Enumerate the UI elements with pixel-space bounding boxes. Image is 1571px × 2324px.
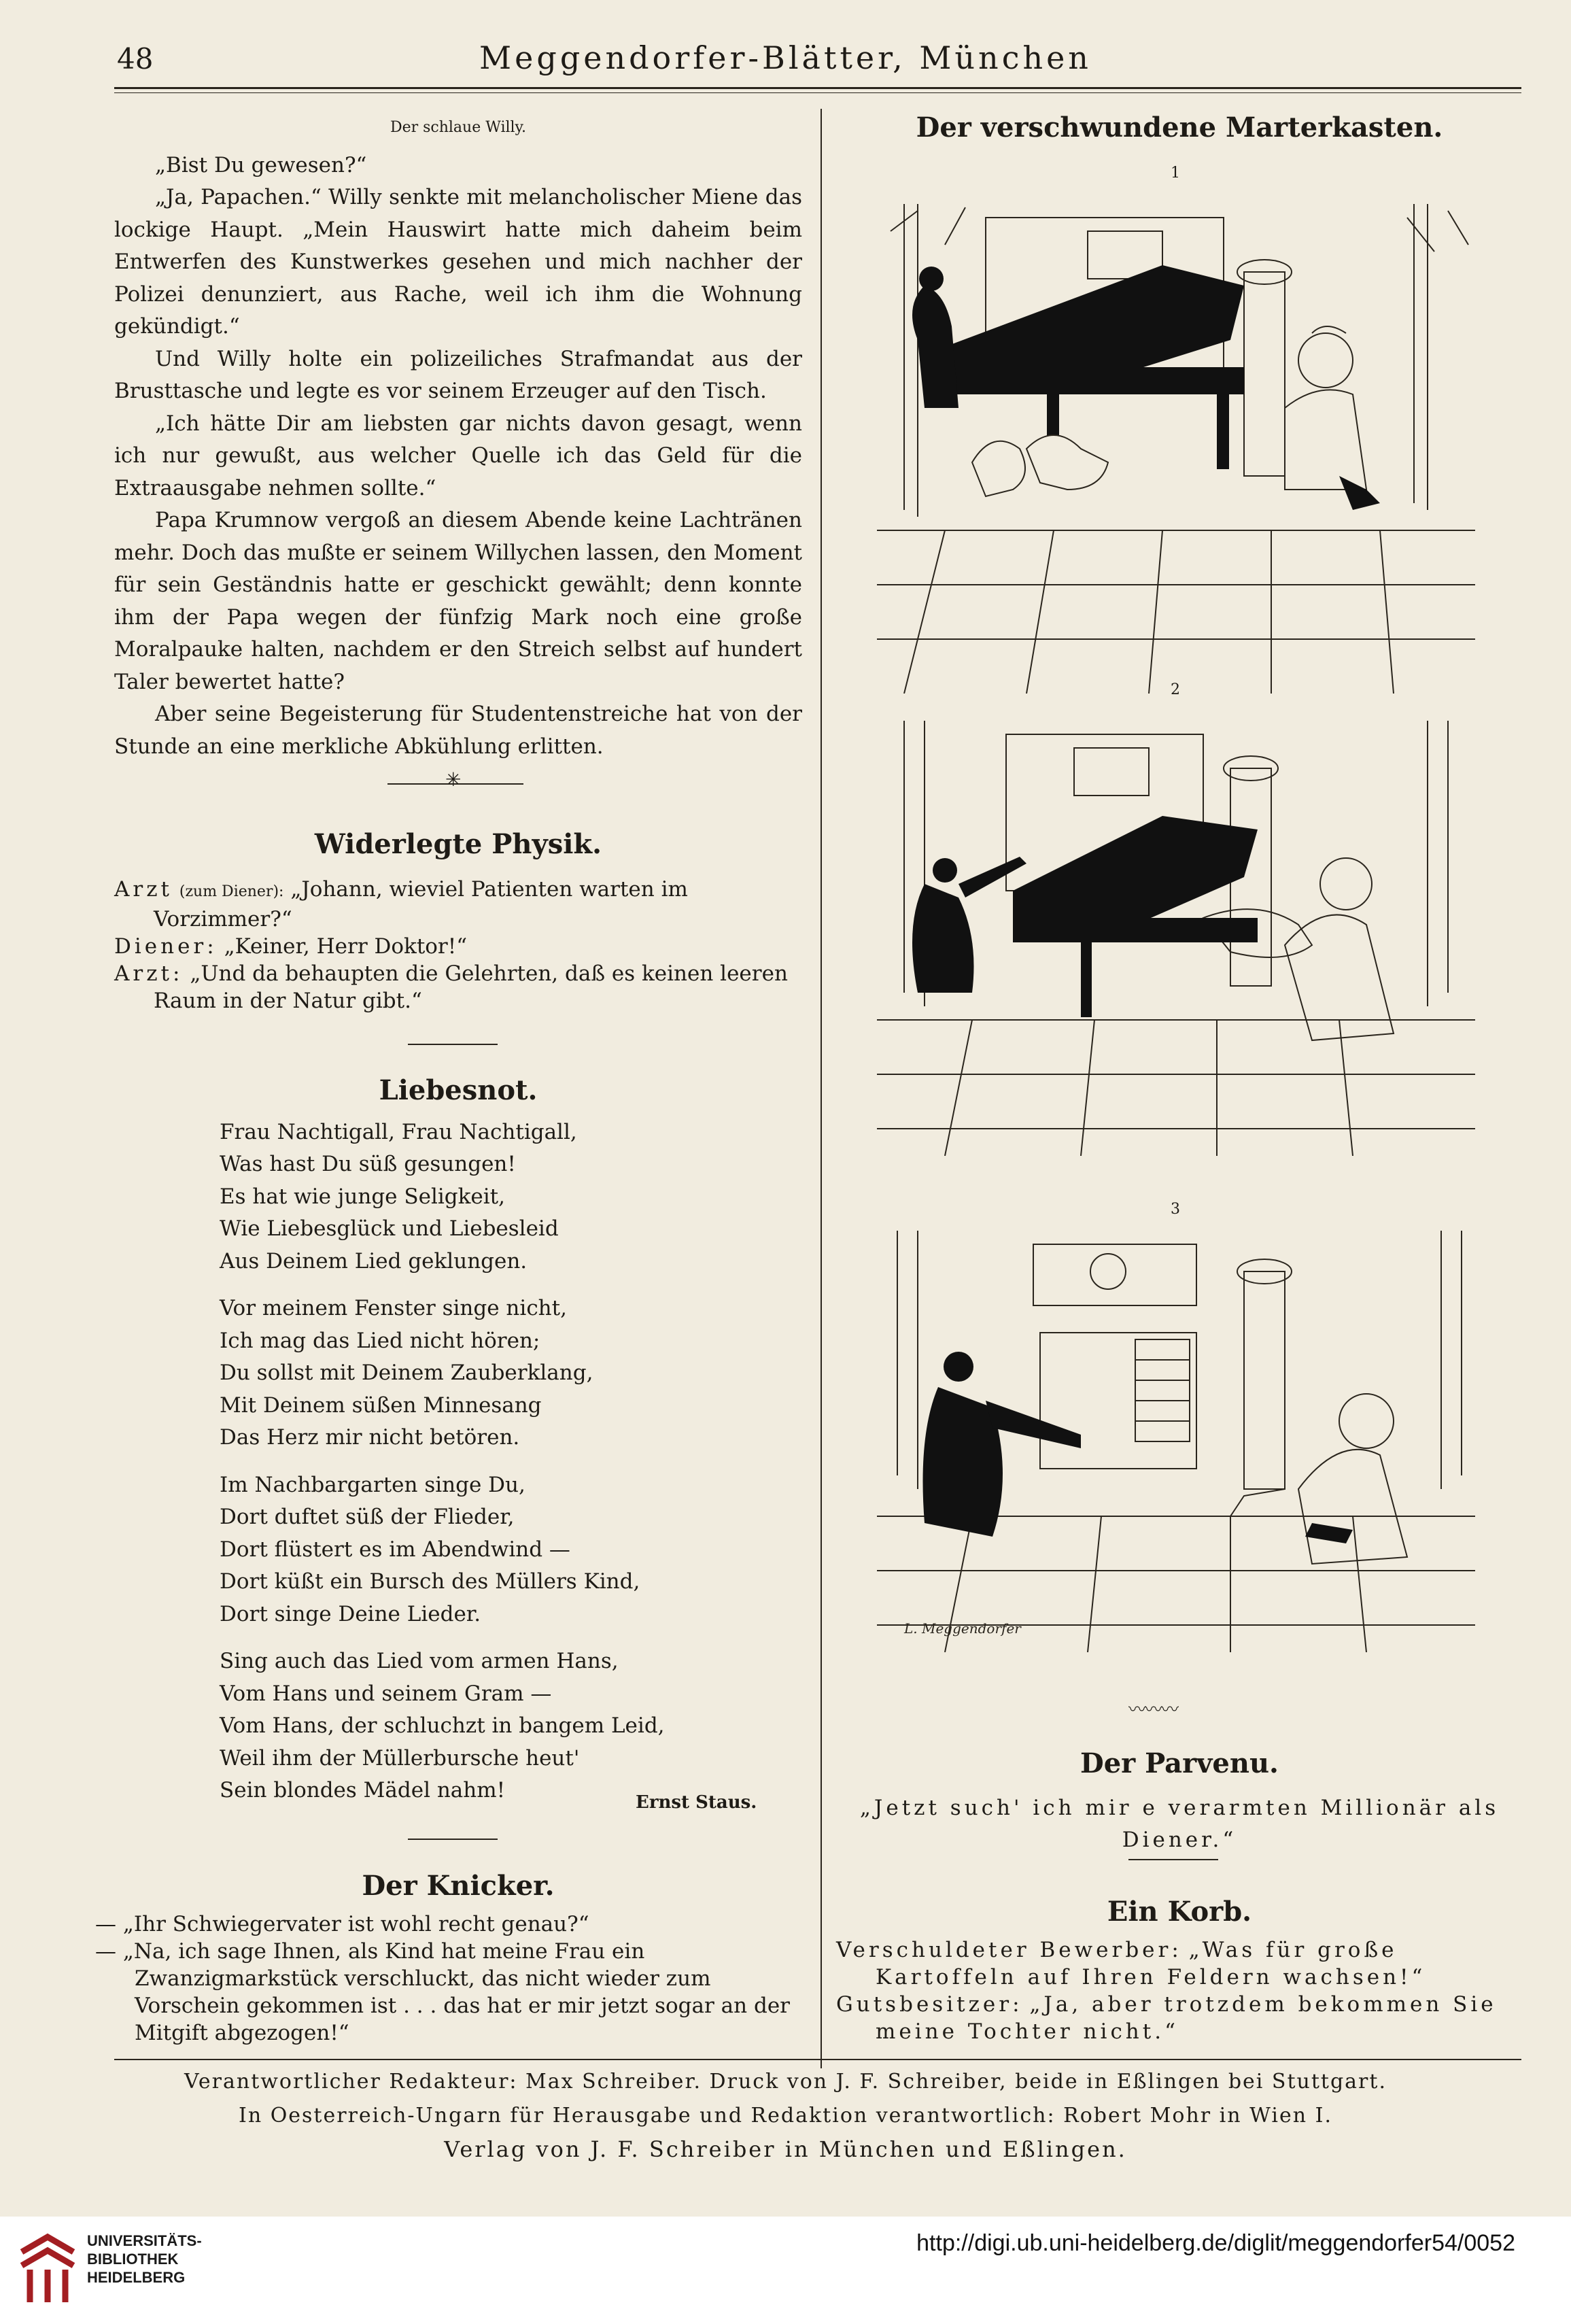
poem-line: Es hat wie junge Seligkeit,	[220, 1184, 505, 1209]
knicker-section	[95, 1870, 802, 2047]
story-text	[114, 150, 802, 764]
page-number: 48	[117, 42, 154, 75]
poem-line: Frau Nachtigall, Frau Nachtigall,	[220, 1119, 577, 1144]
section-rule-3	[1128, 1859, 1218, 1860]
korb-title: Ein Korb.	[1107, 1896, 1252, 1928]
header-rule-thin	[114, 92, 1521, 93]
poem-stanza	[220, 1293, 802, 1454]
dialogue-row	[836, 1936, 1523, 1991]
library-logo-text	[87, 2232, 202, 2287]
poem-line: Wie Liebesglück und Liebesleid	[220, 1216, 559, 1241]
dialogue-row	[114, 876, 802, 933]
physik-title: Widerlegte Physik.	[314, 828, 602, 860]
story-paragraph: „Bist Du gewesen?“	[155, 152, 367, 177]
story-paragraph: Und Willy holte ein polizeiliches Strafmandat aus der Brusttasche und legte es vor seinem Erzeuger auf den Tisch.	[114, 346, 802, 403]
physik-dialogue	[114, 876, 802, 1014]
column-divider	[821, 109, 822, 2068]
panel-number-2: 2	[1171, 681, 1180, 698]
poem-line: Du sollst mit Deinem Zauberklang,	[220, 1361, 593, 1385]
speaker: Diener:	[114, 934, 218, 959]
korb-section	[836, 1896, 1523, 2045]
ornament-star: ✳	[445, 768, 462, 791]
story-paragraph: „Ich hätte Dir am liebsten gar nichts davon gesagt, wenn ich nur gewußt, aus welcher Quelle ich das Geld für die Extraausgabe nehmen sollte.“	[114, 411, 802, 500]
korb-dialogue	[836, 1936, 1523, 2045]
section-rule-2	[408, 1839, 498, 1840]
footer-line-3: Verlag von J. F. Schreiber in München und Eßlingen.	[444, 2136, 1127, 2162]
speaker: Verschuldeter Bewerber:	[836, 1937, 1182, 1962]
story-paragraph: Papa Krumnow vergoß an diesem Abende keine Lachtränen mehr. Doch das mußte er seinem Willychen lassen, den Moment für sein Geständnis hatte er geschickt gewählt; denn konnte ihm der Papa wegen der fünfzig Mark noch eine große Moralpauke halten, nachdem er den Streich selbst auf hundert Taler bewertet hatte?	[114, 508, 802, 694]
left-column	[114, 112, 802, 763]
running-title: Meggendorfer-Blätter, München	[479, 39, 1092, 76]
poem-line: Dort singe Deine Lieder.	[220, 1601, 481, 1626]
wave-ornament: 〰〰〰	[1128, 1700, 1178, 1720]
parvenu-section	[836, 1747, 1523, 1857]
speaker: Arzt	[114, 876, 173, 902]
knicker-title: Der Knicker.	[362, 1870, 555, 1902]
poem-stanza	[220, 1645, 802, 1807]
knicker-dialogue	[95, 1911, 802, 2047]
parvenu-text: „Jetzt such' ich mir e verarmten Millionär als Diener.“	[859, 1795, 1500, 1852]
marter-section	[836, 112, 1523, 144]
poem-line: Vom Hans und seinem Gram —	[220, 1681, 552, 1706]
story-paragraph: „Ja, Papachen.“ Willy senkte mit melancholischer Miene das lockige Haupt. „Mein Hauswirt hatte mich daheim beim Entwerfen des Kunstwerkes gesehen und mich nachher der Polizei denunziert, aus Rache, weil ich ihm die Wohnung gekündigt.“	[114, 185, 802, 339]
dialogue-row	[114, 960, 802, 1014]
library-logo-line-1: UNIVERSITÄTS-	[87, 2232, 202, 2249]
poem-line: Was hast Du süß gesungen!	[220, 1152, 516, 1176]
parvenu-title: Der Parvenu.	[1080, 1747, 1279, 1779]
stage-note: (zum Diener):	[179, 883, 284, 900]
panel-number-1: 1	[1171, 165, 1180, 182]
physik-section	[114, 828, 802, 1014]
illustration-panel-2	[877, 721, 1475, 1156]
library-logo-icon	[16, 2232, 79, 2308]
speaker: Gutsbesitzer:	[836, 1992, 1023, 2017]
dialogue-text: „Was für große Kartoffeln auf Ihren Feldern wachsen!“	[876, 1937, 1426, 1989]
poem-line: Sein blondes Mädel nahm!	[220, 1778, 506, 1802]
artist-signature: L. Meggendorfer	[904, 1620, 1021, 1637]
source-url[interactable]: http://digi.ub.uni-heidelberg.de/diglit/meggendorfer54/0052	[916, 2230, 1515, 2256]
dialogue-text: „Und da behaupten die Gelehrten, daß es keinen leeren Raum in der Natur gibt.“	[154, 961, 788, 1013]
poem-body	[220, 1116, 802, 1807]
dialogue-row: — „Ihr Schwiegervater ist wohl recht genau?“	[95, 1911, 589, 1936]
speaker: Arzt:	[114, 961, 184, 986]
poem-title: Liebesnot.	[379, 1074, 538, 1106]
poem-stanza	[220, 1116, 802, 1278]
library-logo-line-3: HEIDELBERG	[87, 2269, 186, 2286]
dialogue-text: „Keiner, Herr Doktor!“	[224, 934, 468, 959]
poem-line: Weil ihm der Müllerbursche heut'	[220, 1745, 580, 1771]
story-label: Der schlaue Willy.	[390, 119, 527, 136]
section-rule	[408, 1044, 498, 1045]
footer-line-1: Verantwortlicher Redakteur: Max Schreiber. Druck von J. F. Schreiber, beide in Eßlingen bei Stuttgart.	[184, 2070, 1387, 2094]
poem-line: Vom Hans, der schluchzt in bangem Leid,	[220, 1713, 665, 1738]
footer-line-2: In Oesterreich-Ungarn für Herausgabe und Redaktion verantwortlich: Robert Mohr in Wien I.	[238, 2104, 1333, 2128]
poem-stanza	[220, 1469, 802, 1631]
story-paragraph: Aber seine Begeisterung für Studentenstreiche hat von der Stunde an eine merkliche Abkühlung erlitten.	[114, 702, 802, 759]
header-rule	[114, 87, 1521, 89]
footer-rule	[114, 2059, 1521, 2060]
poem-line: Das Herz mir nicht betören.	[220, 1425, 520, 1450]
illustration-panel-3	[877, 1231, 1475, 1652]
poem-line: Ich mag das Lied nicht hören;	[220, 1328, 540, 1353]
dialogue-row	[114, 933, 802, 960]
marter-title: Der verschwundene Marterkasten.	[916, 112, 1443, 143]
poem-line: Dort duftet süß der Flieder,	[220, 1505, 515, 1529]
poem-author: Ernst Staus.	[636, 1792, 757, 1813]
poem-line: Sing auch das Lied vom armen Hans,	[220, 1649, 619, 1673]
dialogue-text: „Ja, aber trotzdem bekommen Sie meine Tochter nicht.“	[876, 1992, 1497, 2044]
poem-line: Vor meinem Fenster singe nicht,	[220, 1296, 567, 1320]
dialogue-text: „Johann, wieviel Patienten warten im Vorzimmer?“	[154, 876, 688, 932]
poem-line: Dort flüstert es im Abendwind —	[220, 1537, 570, 1562]
poem-line: Mit Deinem süßen Minnesang	[220, 1392, 542, 1418]
illustration-panel-1	[877, 204, 1475, 694]
poem-line: Dort küßt ein Bursch des Müllers Kind,	[220, 1569, 640, 1594]
library-logo-line-2: BIBLIOTHEK	[87, 2251, 179, 2268]
poem-line: Aus Deinem Lied geklungen.	[220, 1248, 528, 1274]
panel-number-3: 3	[1171, 1201, 1180, 1218]
dialogue-row	[836, 1991, 1523, 2045]
poem-line: Im Nachbargarten singe Du,	[220, 1472, 525, 1497]
dialogue-row: — „Na, ich sage Ihnen, als Kind hat meine Frau ein Zwanzigmarkstück verschluckt, das nicht wieder zum Vorschein gekommen ist . . . das hat er mir jetzt sogar an der Mitgift abgezogen!“	[95, 1938, 790, 2045]
poem-section	[114, 1074, 802, 1822]
